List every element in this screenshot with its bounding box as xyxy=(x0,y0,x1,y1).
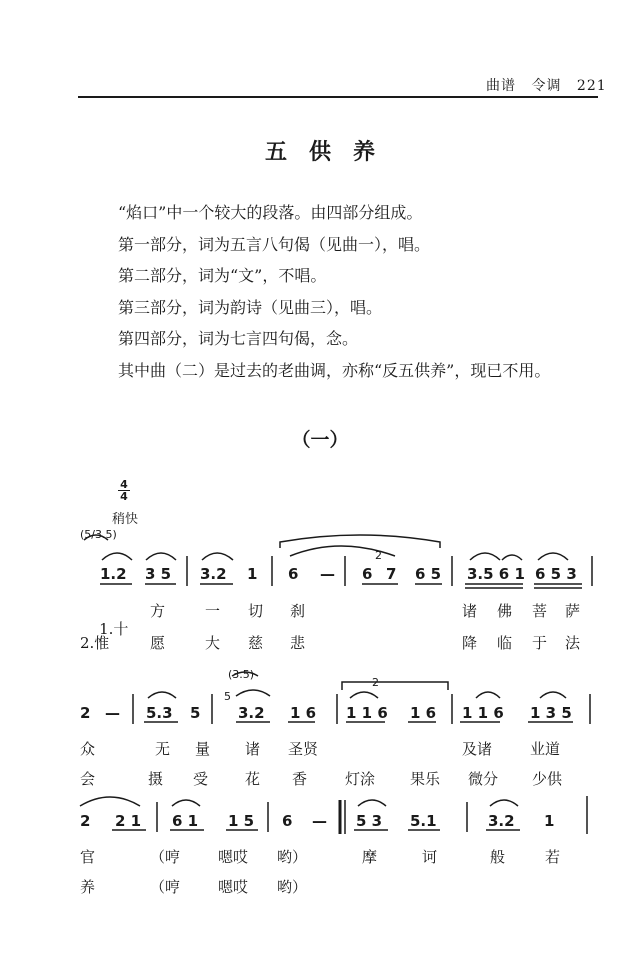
lyric: 嗯哎 xyxy=(218,878,249,896)
note: 1 6 xyxy=(290,704,317,722)
lyric: 受 xyxy=(193,770,209,788)
lyric: 无 xyxy=(155,740,171,758)
lyric: 临 xyxy=(497,634,513,652)
note: 1 1 6 xyxy=(462,704,504,722)
note: 5.1 xyxy=(410,812,437,830)
lyric: 大 xyxy=(205,634,221,652)
note: 3.5 6 1 xyxy=(467,565,525,583)
slur xyxy=(102,553,132,560)
note: 6 xyxy=(282,812,293,830)
slur xyxy=(290,546,395,556)
slur xyxy=(470,553,500,560)
intro-paragraph: 其中曲（二）是过去的老曲调，亦称“反五供养”，现已不用。 xyxy=(118,360,551,380)
slur xyxy=(350,692,378,698)
lyric: 众 xyxy=(80,740,96,758)
slur xyxy=(236,690,270,696)
page-number: 221 xyxy=(576,78,607,94)
slur xyxy=(502,555,522,560)
lyric: 圣贤 xyxy=(288,740,319,758)
lyric: 养 xyxy=(80,878,96,896)
lyric: （哼 xyxy=(150,848,181,866)
note: 6 5 xyxy=(415,565,442,583)
note: 6 5 3 xyxy=(535,565,577,583)
time-signature-top: 4 xyxy=(120,478,128,491)
lyric: 香 xyxy=(292,770,308,788)
lyric: （哼 xyxy=(150,878,181,896)
note: 1.2 xyxy=(100,565,127,583)
grace-note-marking: (3.5) xyxy=(228,668,255,681)
slur xyxy=(80,797,140,806)
lyric: 切 xyxy=(248,602,264,620)
lyric: 量 xyxy=(195,740,211,758)
lyric: 摩 xyxy=(362,848,378,866)
lyric: 一 xyxy=(205,602,221,620)
slur xyxy=(358,800,386,806)
note: 5.3 xyxy=(146,704,173,722)
note: 7 xyxy=(386,565,397,583)
grace-note: 5 xyxy=(224,690,231,703)
note: 5 xyxy=(190,704,201,722)
slur xyxy=(476,692,500,698)
bracket xyxy=(342,682,448,690)
slur xyxy=(202,553,233,560)
lyric: 哟） xyxy=(277,878,308,896)
note: 3.2 xyxy=(200,565,227,583)
slur xyxy=(148,692,176,698)
note: — xyxy=(320,565,335,583)
slur xyxy=(490,800,518,806)
grace-note-marking: (5/3.5) xyxy=(80,528,117,541)
lyric: 于 xyxy=(532,634,548,652)
chapter-label: 令调 xyxy=(531,78,562,94)
lyric: 灯涂 xyxy=(345,770,376,788)
lyric: 慈 xyxy=(248,634,264,652)
note: 1 1 6 xyxy=(346,704,388,722)
note: 2 xyxy=(80,812,91,830)
note: 2 1 xyxy=(115,812,142,830)
note: 6 1 xyxy=(172,812,199,830)
bracket xyxy=(280,535,440,548)
note: — xyxy=(312,812,327,830)
note: 1 6 xyxy=(410,704,437,722)
lyric: 哟） xyxy=(277,848,308,866)
lyric: 悲 xyxy=(290,634,306,652)
lyric: 诃 xyxy=(422,848,438,866)
note: — xyxy=(105,704,120,722)
slur xyxy=(146,553,176,560)
slur xyxy=(538,553,568,560)
lyric: 业道 xyxy=(530,740,561,758)
lyric: 1.十 xyxy=(99,620,129,638)
book-section-label: 曲谱 xyxy=(486,78,516,94)
lyric: 诸 xyxy=(462,602,478,620)
lyric: 愿 xyxy=(150,634,166,652)
intro-paragraph: “焰口”中一个较大的段落。由四部分组成。 xyxy=(118,203,423,222)
lyric: 嗯哎 xyxy=(218,848,249,866)
lyric: 方 xyxy=(150,602,166,620)
intro-paragraph: 第一部分，词为五言八句偈（见曲一），唱。 xyxy=(118,234,431,254)
lyric: 果乐 xyxy=(410,770,441,788)
note: 1 3 5 xyxy=(530,704,572,722)
intro-paragraph: 第二部分，词为“文”，不唱。 xyxy=(118,266,327,285)
lyric: 萨 xyxy=(565,602,581,620)
grace-note: 2 xyxy=(375,549,382,562)
lyric: 花 xyxy=(245,770,261,788)
lyric: 2.惟 xyxy=(80,634,110,652)
note: 1 5 xyxy=(228,812,255,830)
lyric: 摄 xyxy=(148,770,164,788)
lyric: 法 xyxy=(565,634,581,652)
note: 3.2 xyxy=(238,704,265,722)
intro-paragraph: 第三部分，词为韵诗（见曲三），唱。 xyxy=(118,297,383,317)
note: 6 xyxy=(362,565,373,583)
slur xyxy=(540,692,566,698)
slur xyxy=(232,672,258,676)
note: 1 xyxy=(544,812,555,830)
lyric: 会 xyxy=(80,770,96,788)
lyric: 般 xyxy=(490,848,506,866)
note: 6 xyxy=(288,565,299,583)
note: 3.2 xyxy=(488,812,515,830)
slur xyxy=(172,800,200,806)
lyric: 少供 xyxy=(532,770,563,788)
note: 2 xyxy=(80,704,91,722)
note: 1 xyxy=(247,565,258,583)
lyric: 诸 xyxy=(245,740,261,758)
note: 5 3 xyxy=(356,812,383,830)
slur xyxy=(84,535,108,540)
lyric: 降 xyxy=(462,634,478,652)
lyric: 及诸 xyxy=(462,740,493,758)
page-title: 五供养 xyxy=(264,139,397,165)
lyric: 菩 xyxy=(532,602,548,620)
lyric: 若 xyxy=(545,848,561,866)
lyric: 官 xyxy=(80,848,96,866)
intro-paragraph: 第四部分，词为七言四句偈，念。 xyxy=(118,329,359,348)
lyric: 刹 xyxy=(290,602,306,620)
tempo-marking: 稍快 xyxy=(112,512,139,527)
lyric: 佛 xyxy=(497,602,513,620)
bracket-label: 2 xyxy=(372,676,379,689)
lyric: 微分 xyxy=(468,770,499,788)
section-heading: （一） xyxy=(291,429,349,451)
time-signature-bottom: 4 xyxy=(118,490,130,502)
note: 3 5 xyxy=(145,565,172,583)
